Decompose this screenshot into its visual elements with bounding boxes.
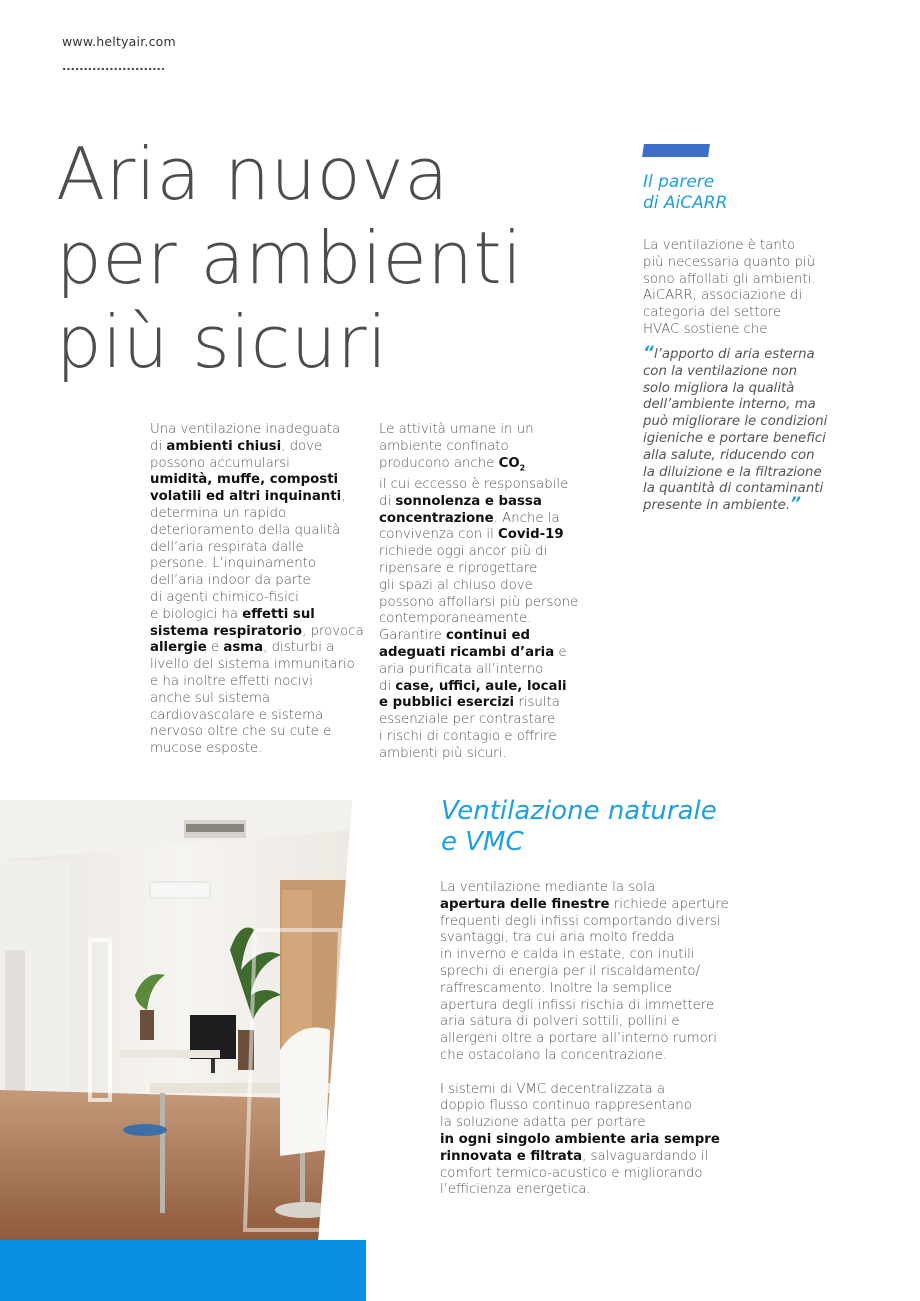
text-line: aria satura di polveri sottili, pollini e (440, 1014, 680, 1030)
text-line: La ventilazione mediante la sola (440, 880, 656, 895)
text-line: presente in ambiente.” (643, 494, 802, 515)
text-line: cardiovascolare e sistema (150, 707, 324, 723)
text-line: dell’aria indoor da parte (150, 573, 311, 589)
close-quote-icon: ” (790, 494, 802, 515)
text-line: doppio flusso continuo rappresentano (440, 1098, 692, 1114)
text-line: e pubblici esercizi risulta (379, 695, 560, 711)
text-line: sono affollati gli ambienti. (643, 271, 816, 287)
text-line: umidità, muffe, composti (150, 472, 339, 488)
band-edge (0, 1240, 370, 1301)
text-line: convivenza con il Covid-19 (379, 527, 564, 543)
title-line: Aria nuova (56, 132, 449, 216)
aside-body (643, 238, 816, 339)
text-line: la diluizione e la filtrazione (643, 464, 822, 480)
text-line: deterioramento della qualità (150, 522, 341, 538)
section-body (440, 880, 729, 1199)
text-line: adeguati ricambi d’aria e (379, 645, 567, 661)
text-line: contemporaneamente. (379, 611, 532, 627)
accent-bar (642, 144, 710, 157)
text-line: igieniche e portare benefici (643, 430, 826, 446)
text-line: apertura delle finestre richiede aperture (440, 896, 729, 912)
text-line: dell’aria respirata dalle (150, 539, 304, 555)
website-url[interactable]: www.heltyair.com (62, 34, 176, 49)
text-line: essenziale per contrastare (379, 712, 556, 728)
text-line: di sonnolenza e bassa (379, 493, 542, 509)
intro-column-right (379, 422, 594, 763)
text-line: e ha inoltre effetti nocivi (150, 673, 313, 689)
text-line: i rischi di contagio e offrire (379, 729, 557, 744)
text-line: possono affollarsi più persone (379, 594, 579, 610)
text-line: in inverno e calda in estate, con inutili (440, 947, 695, 963)
text-line: allergeni oltre a portare all’interno rumori (440, 1031, 717, 1047)
text-line: AiCARR, associazione di (643, 288, 803, 304)
text-line: dell’ambiente interno, ma (643, 397, 816, 413)
title-line: per ambienti (56, 216, 523, 300)
text-line: La ventilazione è tanto (643, 238, 796, 253)
text-line: apertura degli infissi rischia di immettere (440, 997, 715, 1013)
aside-title-line: di AiCARR (643, 193, 728, 213)
section-title-line: e VMC (441, 827, 524, 857)
text-line: di agenti chimico-fisici (150, 589, 299, 605)
text-line: e biologici ha effetti sul (150, 606, 315, 622)
text-line: ambienti più sicuri. (379, 745, 507, 761)
text-line: concentrazione. Anche la (379, 510, 560, 526)
text-line: determina un rapido (150, 505, 287, 521)
text-line: frequenti degli infissi comportando diversi (440, 913, 721, 929)
open-quote-icon: “ (643, 343, 654, 363)
text-line: l’efficienza energetica. (440, 1182, 591, 1198)
title-line: più sicuri (56, 300, 388, 384)
text-line: nervoso oltre che su cute e (150, 724, 332, 740)
text-line: volatili ed altri inquinanti, (150, 489, 346, 505)
text-line: svantaggi, tra cui aria molto fredda (440, 930, 675, 946)
text-line: ambiente confinato (379, 438, 509, 454)
section-title-line: Ventilazione naturale (441, 796, 717, 826)
text-line: I sistemi di VMC decentralizzata a (440, 1081, 666, 1097)
text-line: possono accumularsi (150, 455, 290, 471)
aicarr-quote (643, 343, 828, 515)
text-line: richiede oggi ancor più di (379, 544, 548, 560)
text-line: HVAC sostiene che (643, 321, 768, 337)
text-line: anche sul sistema (150, 690, 271, 706)
text-line: Garantire continui ed (379, 628, 531, 644)
text-line: che ostacolano la concentrazione. (440, 1047, 667, 1063)
text-line: solo migliora la qualità (643, 380, 795, 396)
text-line: di case, uffici, aule, locali (379, 678, 567, 694)
office-photo (0, 800, 360, 1242)
text-line: comfort termico-acustico e migliorando (440, 1165, 703, 1181)
text-line: allergie e asma, disturbi a (150, 640, 335, 656)
text-line: “l’apporto di aria esterna (643, 343, 815, 363)
page-title (56, 132, 523, 384)
text-line: persone. L’inquinamento (150, 556, 317, 572)
text-line: raffrescamento. Inoltre la semplice (440, 980, 673, 996)
aside-title (643, 172, 727, 214)
text-line: con la ventilazione non (643, 363, 798, 379)
text-line: Una ventilazione inadeguata (150, 422, 341, 437)
text-line: il cui eccesso è responsabile (379, 477, 569, 493)
intro-column-left (150, 422, 364, 758)
text-line: livello del sistema immunitario (150, 657, 355, 673)
text-line: producono anche $CO_2$, (379, 455, 528, 473)
text-line: Le attività umane in un (379, 422, 534, 437)
text-line: aria purificata all’interno (379, 661, 544, 677)
section-title (441, 796, 717, 858)
text-line: categoria del settore (643, 305, 782, 321)
text-line: può migliorare le condizioni (643, 414, 828, 430)
text-line: più necessaria quanto più (643, 254, 816, 270)
text-line: alla salute, riducendo con (643, 447, 815, 463)
text-line: rinnovata e filtrata, salvaguardando il (440, 1148, 709, 1164)
text-line: gli spazi al chiuso dove (379, 577, 533, 593)
text-line: ripensare e riprogettare (379, 561, 538, 577)
dotted-divider (62, 66, 164, 72)
text-line: sprechi di energia per il riscaldamento/ (440, 963, 700, 979)
aside-title-line: Il parere (643, 172, 715, 192)
text-line: di ambienti chiusi, dove (150, 438, 323, 454)
text-line: in ogni singolo ambiente aria sempre (440, 1131, 720, 1147)
text-line: la soluzione adatta per portare (440, 1115, 646, 1131)
text-line: la quantità di contaminanti (643, 481, 824, 497)
text-line: sistema respiratorio, provoca (150, 623, 364, 639)
text-line: mucose esposte. (150, 741, 263, 757)
